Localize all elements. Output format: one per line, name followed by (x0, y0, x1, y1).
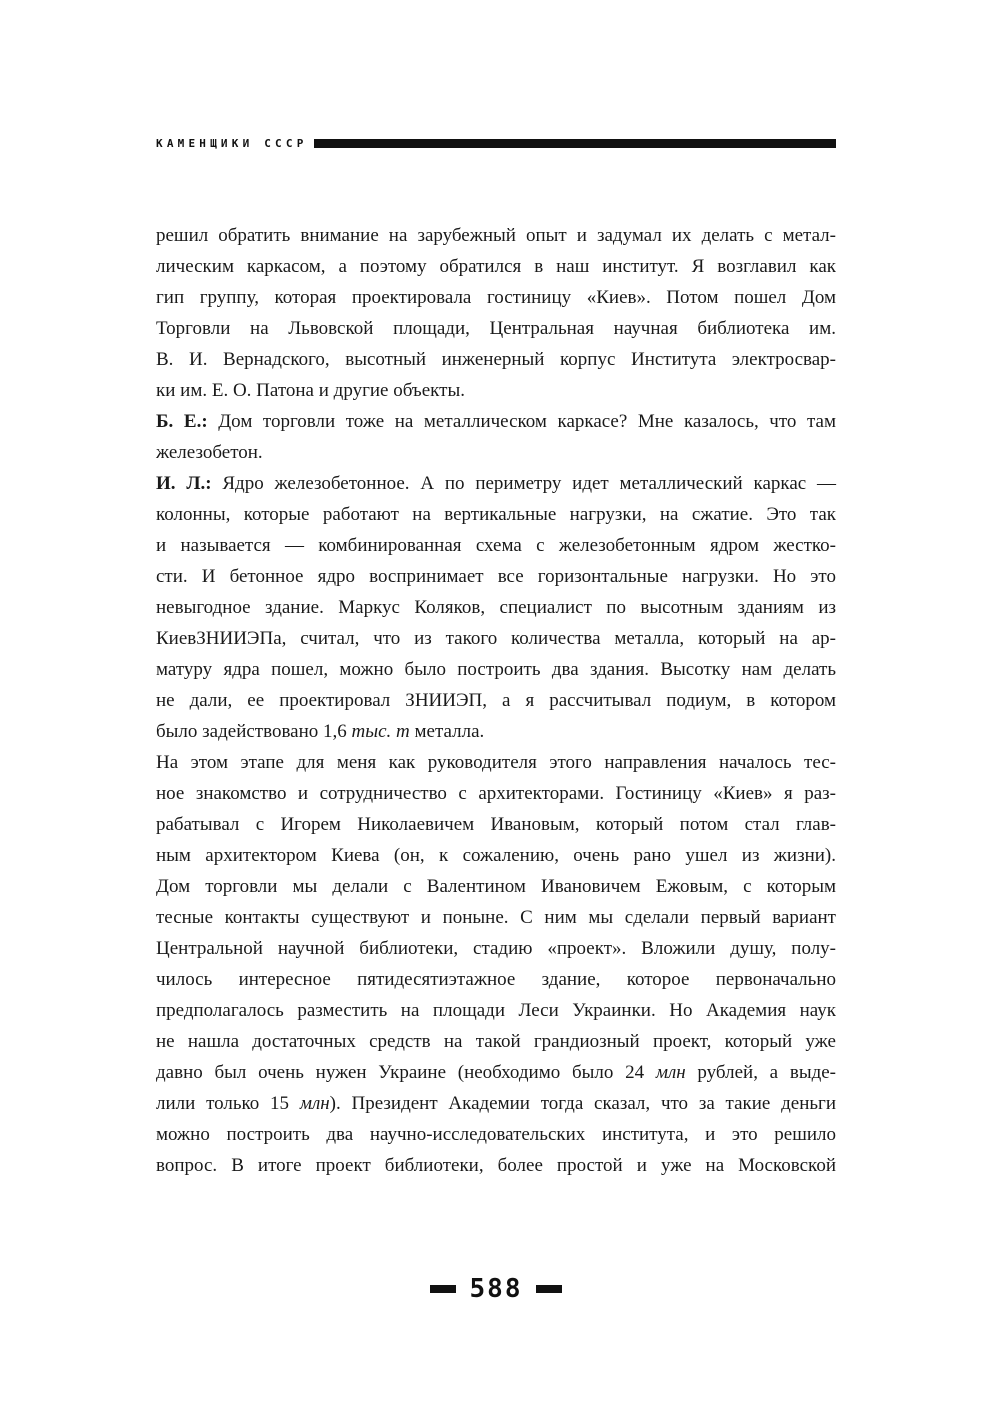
text-line: невыгодное здание. Маркус Коляков, специалист по высотным зданиям из (156, 597, 836, 618)
text-line: КиевЗНИИЭПа, считал, что из такого количества металла, который на ар- (156, 628, 836, 649)
text-line: В. И. Вернадского, высотный инженерный корпус Института электросвар- (156, 349, 836, 370)
page-footer (0, 1274, 992, 1304)
text-line: лическим каркасом, а поэтому обратился в наш институт. Я возглавил как (156, 256, 836, 277)
speaker-label: Б. Е.: (156, 411, 208, 432)
text-line: гип группу, которая проектировала гостиницу «Киев». Потом пошел Дом (156, 287, 836, 308)
line-text: рублей, а выде- (685, 1062, 837, 1083)
text-line (156, 406, 836, 437)
text-line: матуру ядра пошел, можно было построить два здания. Высотку нам делать (156, 659, 836, 680)
text-line: ки им. Е. О. Патона и другие объекты. (156, 380, 465, 401)
text-line: Торговли на Львовской площади, Центральная научная библиотека им. (156, 318, 836, 339)
text-line: чилось интересное пятидесятиэтажное здание, которое первоначально (156, 969, 836, 990)
text-line: Дом торговли мы делали с Валентином Ивановичем Ежовым, с которым (156, 876, 836, 897)
line-text: металла. (409, 721, 485, 742)
text-line: железобетон. (156, 442, 263, 463)
text-line: можно построить два научно-исследовательских института, и это решило (156, 1124, 836, 1145)
text-line: вопрос. В итоге проект библиотеки, более простой и уже на Московской (156, 1155, 836, 1176)
text-line: ное знакомство и сотрудничество с архитекторами. Гостиницу «Киев» я раз- (156, 783, 836, 804)
running-header (156, 135, 836, 151)
header-rule (314, 139, 836, 148)
text-line: не нашла достаточных средств на такой грандиозный проект, который уже (156, 1031, 836, 1052)
line-text: Дом торговли тоже на металлическом каркасе? Мне казалось, что там (207, 411, 836, 432)
line-text: Ядро железобетонное. А по периметру идет металлический каркас — (211, 473, 837, 494)
line-text: было задействовано 1,6 (156, 721, 352, 742)
speaker-label: И. Л.: (156, 473, 212, 494)
line-text: ). Президент Академии тогда сказал, что за такие деньги (329, 1093, 836, 1114)
text-line: и называется — комбинированная схема с железобетонным ядром жестко- (156, 535, 836, 556)
line-text: лили только 15 (156, 1093, 300, 1114)
unit-italic: тыс. т (351, 721, 410, 742)
text-line: предполагалось разместить на площади Леси Украинки. Но Академия наук (156, 1000, 836, 1021)
running-title: КАМЕНЩИКИ СССР (156, 136, 308, 150)
text-line: колонны, которые работают на вертикальные нагрузки, на сжатие. Это так (156, 504, 836, 525)
text-line: сти. И бетонное ядро воспринимает все горизонтальные нагрузки. Но это (156, 566, 836, 587)
body-text (156, 220, 836, 1181)
text-line: рабатывал с Игорем Николаевичем Ивановым, который потом стал глав- (156, 814, 836, 835)
unit-italic: млн (299, 1093, 330, 1114)
line-text: давно был очень нужен Украине (необходимо было 24 (156, 1062, 656, 1083)
text-line: Центральной научной библиотеки, стадию «проект». Вложили душу, полу- (156, 938, 836, 959)
unit-italic: млн (655, 1062, 686, 1083)
text-line (156, 1088, 836, 1119)
text-line (156, 1057, 836, 1088)
page-number: 588 (469, 1274, 523, 1304)
text-line: тесные контакты существуют и поныне. С ним мы сделали первый вариант (156, 907, 836, 928)
text-line: не дали, ее проектировал ЗНИИЭП, а я рассчитывал подиум, в котором (156, 690, 836, 711)
footer-bar-right (536, 1285, 562, 1293)
text-line: решил обратить внимание на зарубежный опыт и задумал их делать с метал- (156, 225, 836, 246)
footer-bar-left (430, 1285, 456, 1293)
text-line: На этом этапе для меня как руководителя этого направления началось тес- (156, 752, 836, 773)
text-line: ным архитектором Киева (он, к сожалению, очень рано ушел из жизни). (156, 845, 836, 866)
text-line (156, 716, 836, 747)
text-line (156, 468, 836, 499)
